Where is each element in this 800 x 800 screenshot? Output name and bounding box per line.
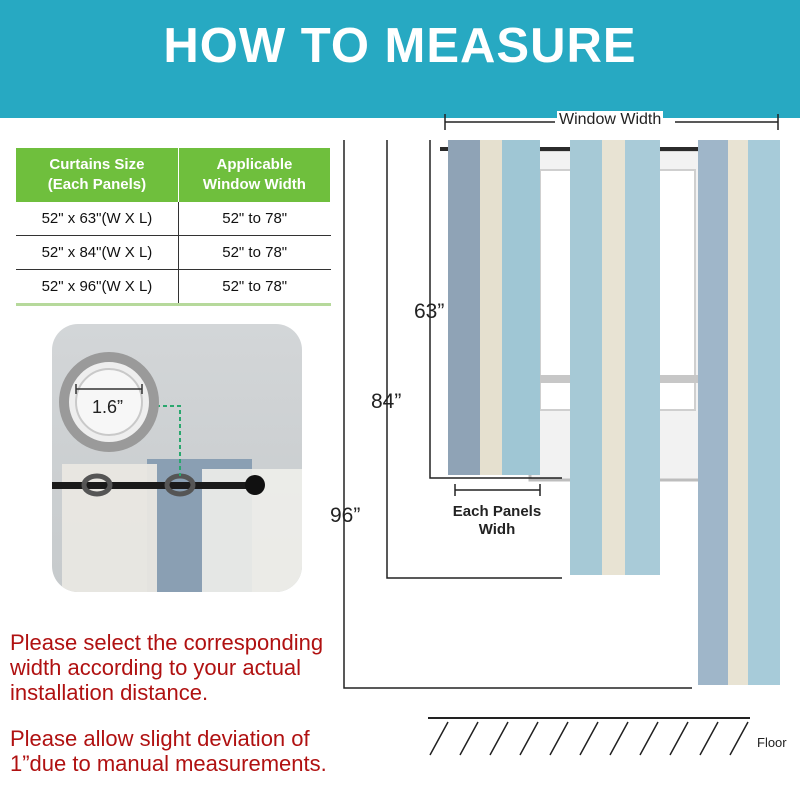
panel-84-shape [570, 140, 605, 575]
each-panel-width-label [442, 503, 552, 539]
panel-63-light [502, 140, 540, 475]
window-width-label: Window Width [559, 111, 662, 128]
table-header-row [16, 148, 331, 202]
panel-96-sheer [728, 140, 750, 685]
length-63-label: 63” [414, 300, 445, 323]
col-header-size-label: Curtains Size (Each Panels) [47, 156, 147, 193]
panel-96-light [748, 140, 780, 685]
length-84-label: 84” [371, 390, 402, 413]
col-header-size [16, 148, 178, 202]
note-select-width: Please select the corresponding width according to your actual installation distance. [10, 630, 324, 705]
table-row [16, 236, 331, 270]
page-title: HOW TO MEASURE [163, 19, 637, 73]
curtain-diagram [330, 110, 800, 770]
grommet-detail-photo [52, 324, 302, 592]
floor-label: Floor [757, 735, 787, 750]
panel-63-shape [448, 140, 483, 475]
length-96-label: 96” [330, 504, 361, 527]
panel-96-shape [698, 140, 730, 685]
table-row [16, 270, 331, 305]
rod-finial-shape [245, 475, 265, 495]
panel-84-sheer [602, 140, 627, 575]
panel-84-light [625, 140, 660, 575]
size-cell: 52" x 84"(W X L) [16, 236, 178, 270]
note-deviation: Please allow slight deviation of 1”due to manual measurements. [10, 726, 327, 776]
size-table [16, 148, 331, 306]
width-cell: 52" to 78" [178, 236, 330, 270]
table-row [16, 202, 331, 236]
size-cell: 52" x 63"(W X L) [16, 202, 178, 236]
col-header-width-label: Applicable Window Width [202, 156, 306, 193]
col-header-width [178, 148, 330, 202]
width-cell: 52" to 78" [178, 270, 330, 305]
header-banner [0, 0, 800, 118]
each-panel-label-line2: Widh [478, 521, 516, 538]
floor-hatching [430, 722, 748, 755]
grommet-illustration [52, 324, 302, 592]
width-cell: 52" to 78" [178, 202, 330, 236]
panel-63-sheer [480, 140, 505, 475]
each-panel-label-line1: Each Panels [452, 503, 542, 520]
size-cell: 52" x 96"(W X L) [16, 270, 178, 305]
grommet-size-label: 1.6” [92, 397, 124, 417]
